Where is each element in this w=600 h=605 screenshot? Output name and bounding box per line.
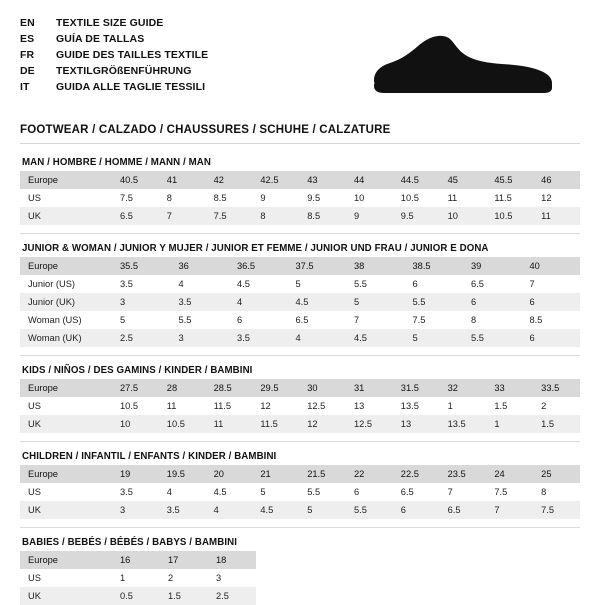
cell: 10.5	[400, 192, 419, 203]
cell: 6	[393, 501, 440, 519]
cell: 6	[353, 486, 360, 497]
row-label: US	[28, 192, 41, 203]
row-label: Europe	[20, 171, 112, 189]
row-label: US	[28, 400, 41, 411]
size-table	[20, 171, 580, 225]
cell: 23.5	[440, 465, 487, 483]
cell: 3	[112, 501, 159, 519]
cell: 9	[346, 207, 393, 225]
language-code: DE	[20, 65, 35, 77]
cell: 21	[252, 465, 299, 483]
cell: 33.5	[533, 379, 580, 397]
size-table	[20, 551, 256, 605]
cell: 0.5	[112, 587, 160, 605]
size-block-babies	[20, 537, 580, 605]
cell: 11	[447, 192, 458, 203]
row-label: Europe	[20, 257, 112, 275]
cell: 32	[440, 379, 487, 397]
block-divider	[20, 355, 580, 356]
cell: 6.5	[400, 486, 414, 497]
cell: 19	[112, 465, 159, 483]
cell: 8	[166, 192, 172, 203]
language-row	[20, 32, 208, 48]
block-title: KIDS / NIÑOS / DES GAMINS / KINDER / BAMBINI	[22, 365, 253, 376]
cell: 6.5	[440, 501, 487, 519]
cell: 35.5	[112, 257, 171, 275]
cell: 45	[440, 171, 487, 189]
cell: 11	[206, 415, 253, 433]
cell: 6.5	[112, 207, 159, 225]
cell: 8.5	[213, 192, 227, 203]
cell: 27.5	[112, 379, 159, 397]
cell: 7.5	[206, 207, 253, 225]
row-label: US	[28, 572, 41, 583]
cell: 3	[171, 329, 230, 347]
block-divider	[20, 233, 580, 234]
cell: 8	[541, 486, 547, 497]
cell: 5.5	[463, 329, 522, 347]
language-row	[20, 48, 208, 64]
cell: 4	[288, 329, 347, 347]
block-title: CHILDREN / INFANTIL / ENFANTS / KINDER / BAMBINI	[22, 451, 277, 462]
cell: 28.5	[206, 379, 253, 397]
cell: 11	[533, 207, 580, 225]
cell: 7.5	[533, 501, 580, 519]
table-row	[20, 275, 580, 293]
cell: 24	[486, 465, 533, 483]
cell: 10.5	[159, 415, 206, 433]
cell: 25	[533, 465, 580, 483]
block-title: BABIES / BEBÉS / BÉBÉS / BABYS / BAMBINI	[22, 537, 238, 548]
cell: 1.5	[533, 415, 580, 433]
cell: 5.5	[178, 314, 192, 325]
size-block-man	[20, 157, 580, 234]
cell: 6	[522, 293, 581, 311]
language-title: GUÍA DE TALLAS	[56, 33, 145, 45]
cell: 8	[252, 207, 299, 225]
row-label: Woman (UK)	[20, 329, 112, 347]
cell: 22	[346, 465, 393, 483]
cell: 1	[120, 572, 126, 583]
cell: 6.5	[295, 314, 309, 325]
cell: 40.5	[112, 171, 159, 189]
table-row	[20, 171, 580, 189]
size-table	[20, 257, 580, 347]
row-label: Europe	[20, 379, 112, 397]
row-label: Junior (UK)	[20, 293, 112, 311]
cell: 13.5	[400, 400, 419, 411]
table-row	[20, 293, 580, 311]
table-row	[20, 587, 256, 605]
cell: 39	[463, 257, 522, 275]
cell: 4.5	[346, 329, 405, 347]
cell: 12.5	[346, 415, 393, 433]
cell: 45.5	[486, 171, 533, 189]
row-label: UK	[20, 415, 112, 433]
cell: 2	[541, 400, 547, 411]
cell: 30	[299, 379, 346, 397]
size-block-children	[20, 451, 580, 528]
cell: 44	[346, 171, 393, 189]
table-row	[20, 379, 580, 397]
row-label: Junior (US)	[28, 278, 76, 289]
cell: 13	[393, 415, 440, 433]
cell: 10	[440, 207, 487, 225]
cell: 7.5	[412, 314, 426, 325]
table-row	[20, 415, 580, 433]
cell: 3.5	[120, 486, 133, 497]
cell: 31.5	[393, 379, 440, 397]
cell: 13	[353, 400, 365, 411]
cell: 1.5	[160, 587, 208, 605]
cell: 41	[159, 171, 206, 189]
cell: 3.5	[159, 501, 206, 519]
block-divider	[20, 527, 580, 528]
cell: 2.5	[112, 329, 171, 347]
cell: 5	[299, 501, 346, 519]
row-label: Woman (US)	[28, 314, 82, 325]
language-title: GUIDE DES TAILLES TEXTILE	[56, 49, 209, 61]
cell: 10	[353, 192, 365, 203]
block-divider	[20, 441, 580, 442]
table-row	[20, 569, 256, 587]
cell: 37.5	[288, 257, 347, 275]
cell: 7	[486, 501, 533, 519]
cell: 29.5	[252, 379, 299, 397]
cell: 10	[112, 415, 159, 433]
cell: 5	[260, 486, 266, 497]
dress-shoe-icon	[366, 34, 556, 104]
table-row	[20, 465, 580, 483]
size-block-kids	[20, 365, 580, 442]
cell: 11.5	[213, 400, 231, 411]
cell: 6.5	[471, 278, 484, 289]
cell: 13.5	[440, 415, 487, 433]
size-table	[20, 465, 580, 519]
cell: 11.5	[494, 192, 512, 203]
cell: 18	[208, 551, 256, 569]
row-label: US	[28, 486, 41, 497]
table-row	[20, 483, 580, 501]
cell: 3	[216, 572, 222, 583]
cell: 5	[120, 314, 126, 325]
cell: 12.5	[307, 400, 326, 411]
cell: 4	[166, 486, 172, 497]
cell: 11	[166, 400, 177, 411]
table-row	[20, 311, 580, 329]
table-row	[20, 207, 580, 225]
cell: 7	[529, 278, 535, 289]
cell: 38	[346, 257, 405, 275]
cell: 1.5	[494, 400, 508, 411]
cell: 3	[112, 293, 171, 311]
cell: 5	[295, 278, 301, 289]
cell: 5.5	[405, 293, 464, 311]
cell: 4.5	[252, 501, 299, 519]
cell: 19.5	[159, 465, 206, 483]
cell: 5.5	[307, 486, 321, 497]
cell: 6	[463, 293, 522, 311]
size-table	[20, 379, 580, 433]
cell: 21.5	[299, 465, 346, 483]
cell: 7	[354, 314, 360, 325]
table-row	[20, 397, 580, 415]
cell: 10.5	[486, 207, 533, 225]
cell: 5.5	[346, 501, 393, 519]
cell: 4.5	[213, 486, 227, 497]
cell: 36	[171, 257, 230, 275]
cell: 36.5	[229, 257, 288, 275]
row-label: Europe	[20, 551, 112, 569]
cell: 2	[168, 572, 174, 583]
cell: 7	[447, 486, 453, 497]
cell: 3.5	[120, 278, 133, 289]
cell: 3.5	[229, 329, 288, 347]
cell: 28	[159, 379, 206, 397]
category-title: FOOTWEAR / CALZADO / CHAUSSURES / SCHUHE / CALZATURE	[20, 124, 391, 136]
row-label: UK	[20, 207, 112, 225]
cell: 2.5	[208, 587, 256, 605]
cell: 6	[412, 278, 418, 289]
cell: 33	[486, 379, 533, 397]
language-title: GUIDA ALLE TAGLIE TESSILI	[56, 81, 206, 93]
cell: 12	[299, 415, 346, 433]
cell: 43	[299, 171, 346, 189]
table-row	[20, 329, 580, 347]
cell: 5.5	[354, 278, 367, 289]
cell: 17	[160, 551, 208, 569]
language-titles	[20, 16, 208, 96]
language-title: TEXTILGRÖßENFÜHRUNG	[56, 65, 192, 77]
cell: 40	[522, 257, 581, 275]
row-label: UK	[20, 501, 112, 519]
cell: 44.5	[393, 171, 440, 189]
cell: 9.5	[307, 192, 321, 203]
cell: 4.5	[237, 278, 250, 289]
block-title: JUNIOR & WOMAN / JUNIOR Y MUJER / JUNIOR ET FEMME / JUNIOR UND FRAU / JUNIOR E DONA	[22, 243, 489, 254]
cell: 7	[159, 207, 206, 225]
cell: 5	[346, 293, 405, 311]
language-code: EN	[20, 17, 35, 29]
cell: 16	[112, 551, 160, 569]
language-title: TEXTILE SIZE GUIDE	[56, 17, 164, 29]
language-row	[20, 80, 208, 96]
size-block-junior-woman	[20, 243, 580, 356]
cell: 1	[486, 415, 533, 433]
page-header	[20, 16, 580, 116]
cell: 1	[447, 400, 453, 411]
cell: 7.5	[120, 192, 133, 203]
cell: 22.5	[393, 465, 440, 483]
cell: 4	[229, 293, 288, 311]
cell: 31	[346, 379, 393, 397]
cell: 4.5	[288, 293, 347, 311]
cell: 42.5	[252, 171, 299, 189]
row-label: UK	[20, 587, 112, 605]
cell: 7.5	[494, 486, 508, 497]
row-label: Europe	[20, 465, 112, 483]
cell: 11.5	[252, 415, 299, 433]
cell: 5	[405, 329, 464, 347]
table-row	[20, 257, 580, 275]
cell: 12	[541, 192, 552, 203]
language-code: FR	[20, 49, 35, 61]
cell: 6	[522, 329, 581, 347]
cell: 9.5	[393, 207, 440, 225]
cell: 9	[260, 192, 266, 203]
cell: 10.5	[120, 400, 139, 411]
cell: 8.5	[529, 314, 543, 325]
cell: 42	[206, 171, 253, 189]
language-row	[20, 16, 208, 32]
table-row	[20, 501, 580, 519]
language-code: ES	[20, 33, 35, 45]
cell: 46	[533, 171, 580, 189]
cell: 8.5	[299, 207, 346, 225]
language-code: IT	[20, 81, 30, 93]
cell: 20	[206, 465, 253, 483]
cell: 38.5	[405, 257, 464, 275]
cell: 3.5	[171, 293, 230, 311]
block-title: MAN / HOMBRE / HOMME / MANN / MAN	[22, 157, 211, 168]
cell: 12	[260, 400, 271, 411]
cell: 4	[206, 501, 253, 519]
language-row	[20, 64, 208, 80]
cell: 8	[471, 314, 477, 325]
table-row	[20, 189, 580, 207]
table-row	[20, 551, 256, 569]
cell: 4	[178, 278, 184, 289]
cell: 6	[237, 314, 243, 325]
